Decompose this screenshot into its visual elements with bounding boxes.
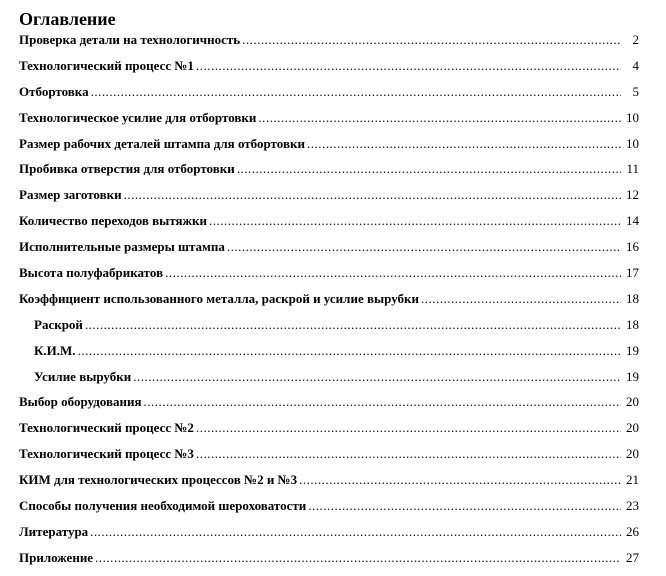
toc-entry-text[interactable]: Способы получения необходимой шероховатости — [19, 498, 307, 514]
toc-page-number[interactable]: 16 — [626, 239, 639, 255]
toc-page-number[interactable]: 5 — [632, 83, 639, 99]
toc-dot-leader — [165, 265, 621, 281]
toc-page-number[interactable]: 27 — [626, 549, 639, 565]
toc-page-number[interactable]: 11 — [626, 161, 639, 177]
toc-page-number[interactable]: 18 — [626, 290, 639, 306]
toc-entry-text[interactable]: Коэффициент использованного металла, раскрой и усилие вырубки — [19, 290, 420, 306]
toc-dot-leader — [90, 524, 621, 540]
table-of-contents — [19, 6, 639, 576]
toc-entry-text[interactable]: Отбортовка — [19, 83, 89, 99]
toc-dot-leader — [237, 161, 621, 177]
toc-entry[interactable] — [19, 524, 639, 550]
toc-entry[interactable] — [19, 291, 639, 317]
toc-dot-leader — [85, 317, 621, 333]
toc-entry-text[interactable]: Технологический процесс №3 — [19, 446, 194, 462]
toc-entry-text[interactable]: Литература — [19, 523, 89, 539]
toc-entry[interactable] — [19, 84, 639, 110]
toc-entry[interactable] — [19, 394, 639, 420]
toc-entry[interactable] — [19, 317, 639, 343]
toc-page-number[interactable]: 12 — [626, 187, 639, 203]
toc-entry[interactable] — [19, 498, 639, 524]
toc-entry-text[interactable]: Высота полуфабрикатов — [19, 265, 164, 281]
toc-dot-leader — [143, 394, 621, 410]
toc-dot-leader — [421, 291, 621, 307]
toc-entry[interactable] — [19, 420, 639, 446]
toc-entry-text[interactable]: Технологический процесс №2 — [19, 420, 194, 436]
toc-dot-leader — [124, 187, 621, 203]
toc-entry[interactable] — [19, 472, 639, 498]
toc-entry[interactable] — [19, 369, 639, 395]
toc-dot-leader — [95, 550, 621, 566]
toc-entry[interactable] — [19, 239, 639, 265]
toc-dot-leader — [209, 213, 621, 229]
toc-entry[interactable] — [19, 446, 639, 472]
toc-entry-text[interactable]: Выбор оборудования — [19, 394, 142, 410]
toc-entry-text[interactable]: Приложение — [19, 549, 94, 565]
toc-page-number[interactable]: 20 — [626, 446, 639, 462]
toc-page-number[interactable]: 2 — [632, 32, 639, 47]
toc-page-number[interactable]: 20 — [626, 394, 639, 410]
toc-page-number[interactable]: 20 — [626, 420, 639, 436]
toc-page-number[interactable]: 19 — [626, 368, 639, 384]
toc-entry-text[interactable]: Усилие вырубки — [34, 368, 132, 384]
toc-dot-leader — [196, 420, 621, 436]
toc-dot-leader — [227, 239, 621, 255]
toc-dot-leader — [196, 58, 621, 74]
toc-entry-text[interactable]: КИМ для технологических процессов №2 и №3 — [19, 472, 298, 488]
toc-entry[interactable] — [19, 58, 639, 84]
toc-entry[interactable] — [19, 343, 639, 369]
toc-entry[interactable] — [19, 110, 639, 136]
toc-entry[interactable] — [19, 550, 639, 576]
toc-entry-text[interactable]: Количество переходов вытяжки — [19, 213, 207, 229]
toc-entry[interactable] — [19, 136, 639, 162]
toc-entry-text[interactable]: Размер заготовки — [19, 187, 122, 203]
toc-page-number[interactable]: 18 — [626, 316, 639, 332]
toc-dot-leader — [78, 343, 621, 359]
toc-page-number[interactable]: 21 — [626, 472, 639, 488]
toc-entry[interactable] — [19, 213, 639, 239]
toc-entry-text[interactable]: Размер рабочих деталей штампа для отбортовки — [19, 135, 305, 151]
toc-page-number[interactable]: 14 — [626, 213, 639, 229]
toc-entry-text[interactable]: Исполнительные размеры штампа — [19, 239, 225, 255]
toc-dot-leader — [299, 472, 621, 488]
toc-entry-text[interactable]: Проверка детали на технологичность — [19, 32, 241, 47]
toc-title: Оглавление — [19, 9, 116, 29]
toc-dot-leader — [91, 84, 621, 100]
toc-entry[interactable] — [19, 187, 639, 213]
toc-entry-text[interactable]: Технологический процесс №1 — [19, 57, 194, 73]
toc-page-number[interactable]: 10 — [626, 109, 639, 125]
toc-page-number[interactable]: 23 — [626, 498, 639, 514]
toc-page-number[interactable]: 4 — [632, 57, 639, 73]
toc-entry-text[interactable]: К.И.М. — [34, 342, 76, 358]
toc-dot-leader — [308, 498, 621, 514]
toc-entry-text[interactable]: Технологическое усилие для отбортовки — [19, 109, 257, 125]
toc-dot-leader — [196, 446, 621, 462]
toc-entry-text[interactable]: Раскрой — [34, 316, 83, 332]
toc-page-number[interactable]: 26 — [626, 523, 639, 539]
toc-list — [19, 32, 639, 576]
toc-dot-leader — [133, 369, 621, 385]
toc-entry[interactable] — [19, 32, 639, 58]
toc-entry[interactable] — [19, 265, 639, 291]
toc-dot-leader — [258, 110, 621, 126]
toc-page-number[interactable]: 10 — [626, 135, 639, 151]
toc-dot-leader — [242, 32, 621, 48]
toc-entry[interactable] — [19, 161, 639, 187]
toc-entry-text[interactable]: Пробивка отверстия для отбортовки — [19, 161, 235, 177]
toc-page-number[interactable]: 19 — [626, 342, 639, 358]
toc-page-number[interactable]: 17 — [626, 265, 639, 281]
toc-dot-leader — [307, 136, 621, 152]
